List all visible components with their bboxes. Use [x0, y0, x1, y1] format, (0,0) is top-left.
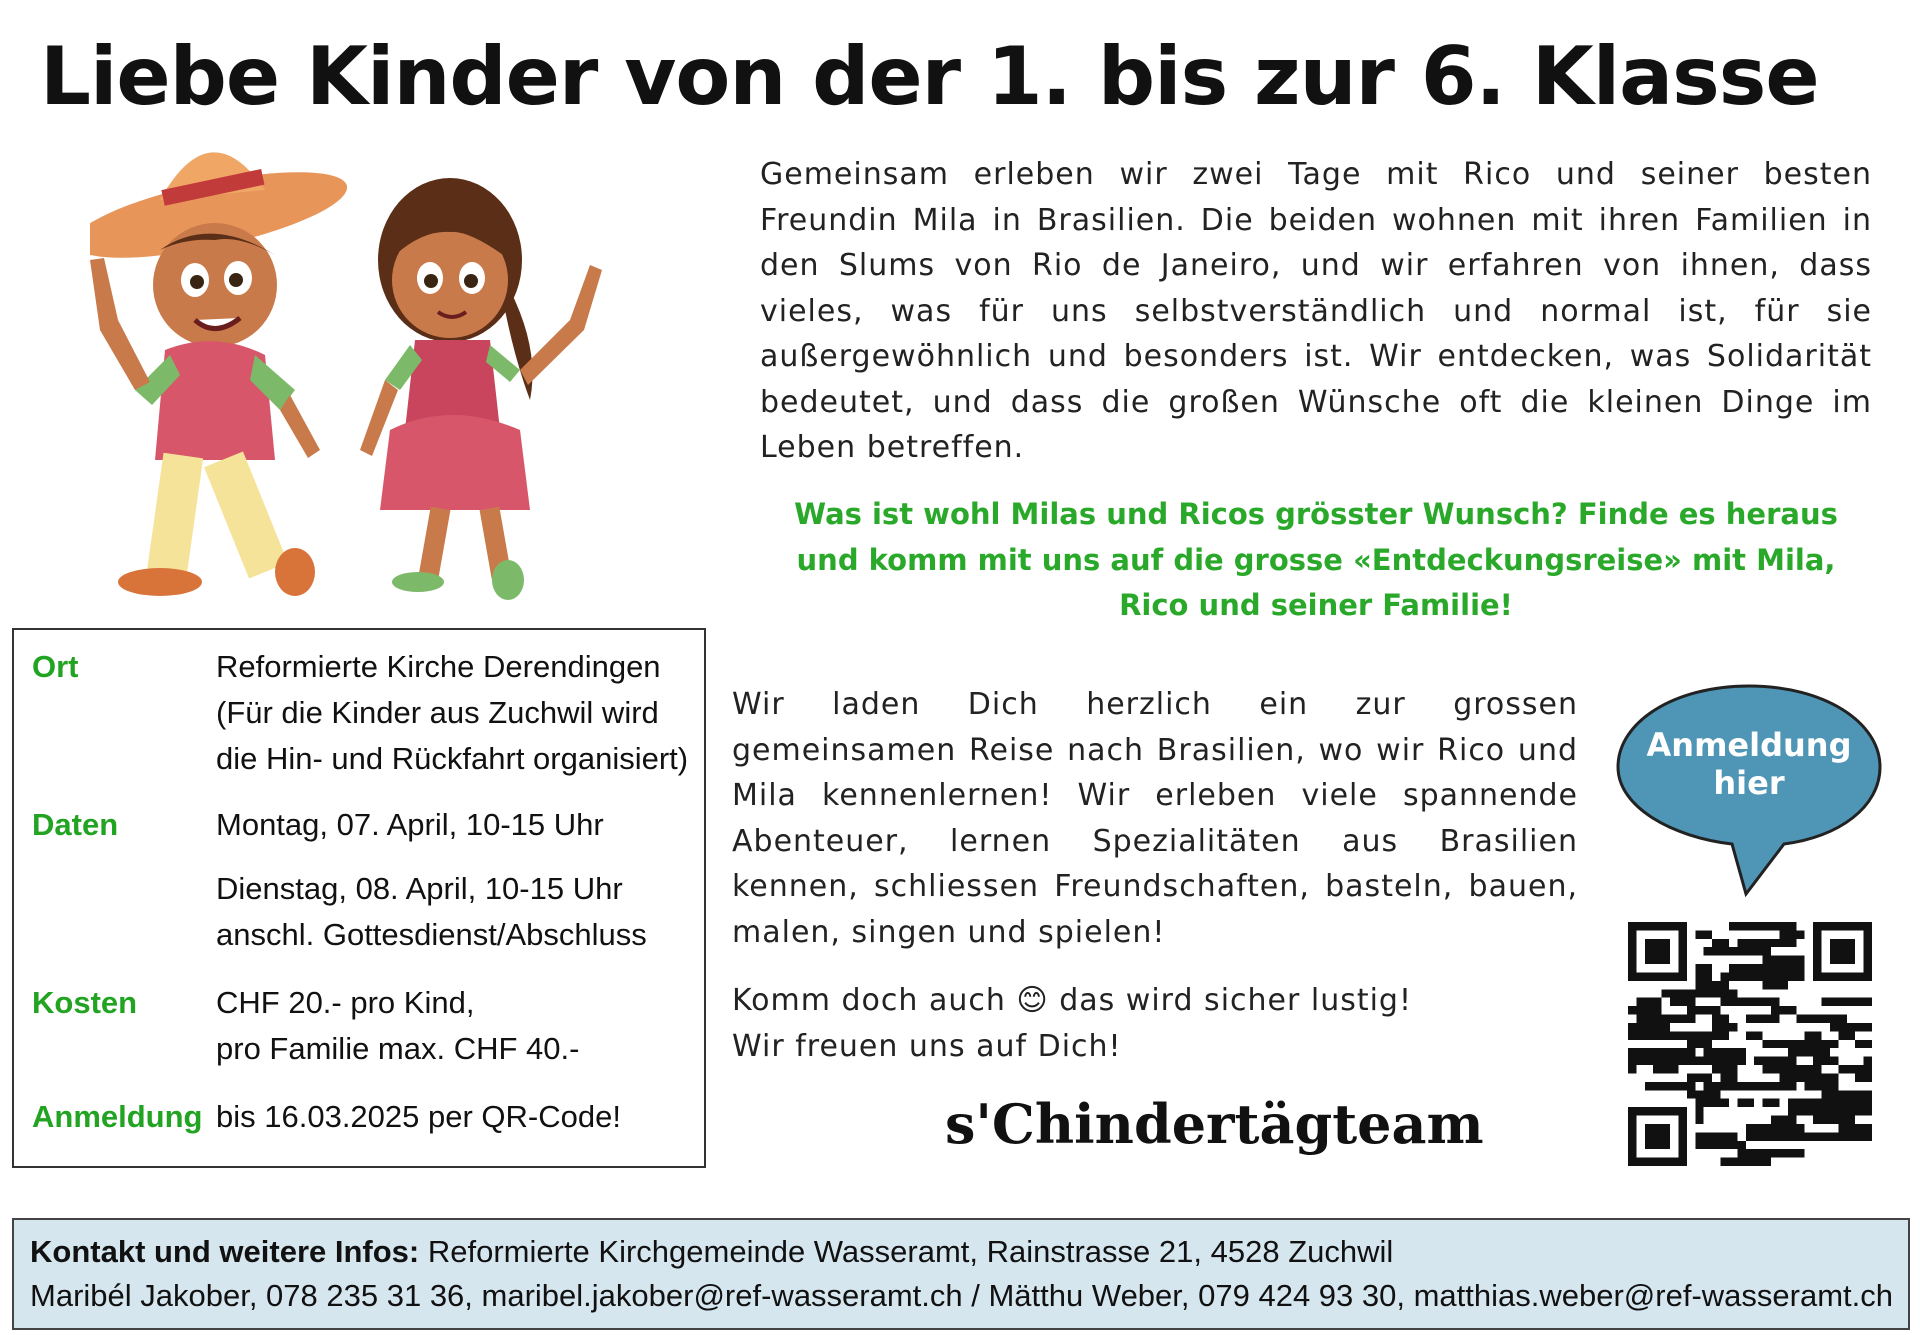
info-row-kosten: [32, 980, 579, 1072]
info-label-daten: Daten: [32, 807, 119, 842]
info-label-ort: Ort: [32, 649, 79, 684]
info-value-kosten: [216, 980, 579, 1072]
info-row-anmeldung: [32, 1094, 621, 1140]
info-row-daten: [32, 802, 647, 958]
qr-code[interactable]: [1628, 922, 1872, 1166]
info-value-anmeldung: bis 16.03.2025 per QR-Code!: [216, 1099, 621, 1134]
info-ort-line: Reformierte Kirche Derendingen: [216, 649, 661, 684]
closing-text: [732, 978, 1578, 1069]
footer-contact: [12, 1218, 1910, 1330]
info-daten-line: Montag, 07. April, 10-15 Uhr: [216, 807, 604, 842]
signature: s'Chindertägteam: [945, 1092, 1484, 1156]
bubble-text-line: hier: [1713, 764, 1785, 802]
highlight-question: Was ist wohl Milas und Ricos grösster Wunsch? Finde es heraus und komm mit uns auf die grosse «Entdeckungsreise» mit Mila, Rico und seiner Familie!: [794, 497, 1838, 622]
kids-illustration: [90, 120, 630, 600]
info-row-ort: [32, 644, 688, 782]
info-value-ort: [216, 644, 688, 782]
footer-label: Kontakt und weitere Infos:: [30, 1234, 420, 1269]
invite-paragraph: Wir laden Dich herzlich ein zur grossen gemeinsamen Reise nach Brasilien, wo wir Rico und Mila kennenlernen! Wir erleben viele spannende Abenteuer, lernen Spezialitäten aus Brasilien kennen, schliessen Freundschaften, basteln, bauen, malen, singen und spielen!: [732, 687, 1578, 950]
info-kosten-line: CHF 20.- pro Kind,: [216, 985, 475, 1020]
info-kosten-line: pro Familie max. CHF 40.-: [216, 1031, 580, 1066]
page-title: Liebe Kinder von der 1. bis zur 6. Klasse: [40, 30, 1819, 123]
speech-bubble: [1614, 682, 1884, 902]
info-label-kosten: Kosten: [32, 985, 138, 1020]
boy-figure: [90, 152, 354, 596]
info-value-daten: [216, 802, 647, 958]
footer-line: [30, 1230, 1892, 1274]
info-daten-line: Dienstag, 08. April, 10-15 Uhr: [216, 871, 623, 906]
intro-paragraph: Gemeinsam erleben wir zwei Tage mit Rico und seiner besten Freundin Mila in Brasilien. Die beiden wohnen mit ihren Familien in den Slums von Rio de Janeiro, und wir erfahren von ihnen, dass vieles, was für uns selbstverständlich und normal ist, für sie außergewöhnlich und besonders ist. Wir entdecken, was Solidarität bedeutet, und dass die großen Wünsche oft die kleinen Dinge im Leben betreffen.: [760, 157, 1872, 465]
info-label-anmeldung: Anmeldung: [32, 1099, 203, 1134]
girl-figure: [360, 178, 602, 600]
footer-contacts: Maribél Jakober, 078 235 31 36, maribel.jakober@ref-wasseramt.ch / Mätthu Weber, 079 424 93 30, matthias.weber@ref-wasseramt.ch: [30, 1278, 1893, 1313]
closing-line: Wir freuen uns auf Dich!: [732, 1028, 1122, 1064]
info-box: [12, 628, 706, 1168]
closing-line: Komm doch auch 😊 das wird sicher lustig!: [732, 983, 1413, 1018]
bubble-text-line: Anmeldung: [1646, 726, 1852, 764]
info-ort-line: die Hin- und Rückfahrt organisiert): [216, 741, 689, 776]
info-daten-line: anschl. Gottesdienst/Abschluss: [216, 917, 647, 952]
info-ort-line: (Für die Kinder aus Zuchwil wird: [216, 695, 659, 730]
footer-address: Reformierte Kirchgemeinde Wasseramt, Rainstrasse 21, 4528 Zuchwil: [419, 1234, 1394, 1269]
